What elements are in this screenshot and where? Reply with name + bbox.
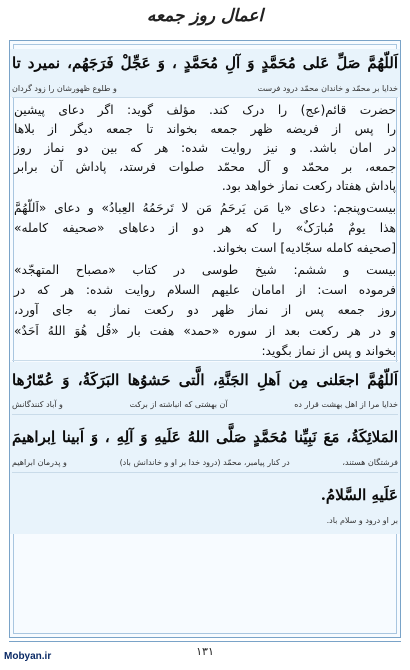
- prayer-translation: [12, 400, 398, 409]
- text-line: هذا یومٌ مُبارَکٌ» را که هر دو از دعاهای «صحیفه کامله»: [14, 221, 396, 235]
- prayer-translation: [12, 458, 398, 467]
- prayer-translation: [12, 516, 398, 525]
- footer-divider: [9, 641, 401, 642]
- prayer-arabic-line: اَللّهُمَّ صَلِّ عَلى مُحَمَّدٍ وَ آلِ مُحَمَّدٍ ، وَ عَجِّلْ فَرَجَهُم، نميرد تا: [12, 54, 398, 72]
- prayer-arabic-line: المَلائِکَةُ، مَعَ نَبِیِّنا مُحَمَّدٍ صَلَّی اللهُ عَلَیهِ وَ آلِهِ ، وَ اَبینا اِبراهیمَ: [12, 428, 398, 446]
- gloss-left: و آباد کنندگانش: [12, 400, 63, 409]
- gloss-left: و پدرمان ابراهیم: [12, 458, 67, 467]
- text-line: حضرت قائم(عج) را درک کند. مؤلف گوید: اگر دعای پیشین: [14, 103, 396, 117]
- divider: [12, 97, 398, 98]
- text-line: در امان باشد. و نیز روایت شده: هر که بین دو نماز روز: [14, 141, 396, 155]
- prayer-translation: [12, 84, 398, 93]
- text-line: را پس از فریضه ظهر جمعه بخواند تا جمعه دیگر از بلاها: [14, 122, 396, 136]
- gloss-left: و طلوع ظهورشان را زود گردان: [12, 84, 117, 93]
- gloss-right: خدایا مرا از اهل بهشت قرار ده: [294, 400, 398, 409]
- text-line: بیست‌وپنجم: دعای «یا مَن یَرحَمُ مَن لا تَرحَمُهُ العِبادُ» و دعای «اَللّهُمَّ: [14, 201, 396, 215]
- prayer-arabic-line: اَللّهُمَّ اجعَلنی مِن اَهلِ الجَنَّةِ، الَّتی حَشوُها البَرَکَةُ، وَ عُمّارُها: [12, 371, 398, 389]
- text-line: روز جمعه پس از نماز ظهر دو رکعت نماز به جای آورد،: [14, 303, 396, 317]
- divider: [12, 414, 398, 415]
- page-number: ۱۳۱: [196, 645, 214, 658]
- text-line: [صحیفه کامله سجّادیه] است بخواند.: [212, 241, 396, 255]
- text-line: فرموده است: از امامان علیهم السلام روایت شده: هر که در: [14, 283, 396, 297]
- gloss-mid: آن بهشتی که انباشته از برکت: [129, 400, 228, 409]
- divider: [12, 472, 398, 473]
- text-line: و در هر رکعت بعد از سوره «حمد» هفت بار «قُل هُوَ اللهُ اَحَدٌ»: [14, 324, 396, 338]
- divider: [12, 360, 398, 361]
- text-line: بخواند و پس از نماز بگوید:: [261, 344, 396, 358]
- gloss-mid: در کنار پیامبر، محمّد (درود خدا بر او و خاندانش باد): [119, 458, 290, 467]
- gloss-right: خدایا بر محمّد و خاندان محمّد درود فرست: [257, 84, 398, 93]
- gloss-right: فرشتگان هستند،: [342, 458, 398, 467]
- text-line: جمعه، بر محمّد و آل محمّد صلوات فرستد، پاداش آن برابر: [14, 160, 396, 174]
- page-title: اعمال روز جمعه: [146, 6, 264, 26]
- gloss-right: بر او درود و سلام باد.: [326, 516, 398, 525]
- site-watermark: Mobyan.ir: [4, 651, 52, 662]
- text-line: بیست و ششم: شیخ طوسی در کتاب «مصباح المتهجّد»: [14, 263, 396, 277]
- text-line: پاداش هفتاد رکعت نماز خواهد بود.: [221, 179, 396, 193]
- prayer-arabic-line: عَلَیهِ السَّلامُ.: [320, 486, 398, 504]
